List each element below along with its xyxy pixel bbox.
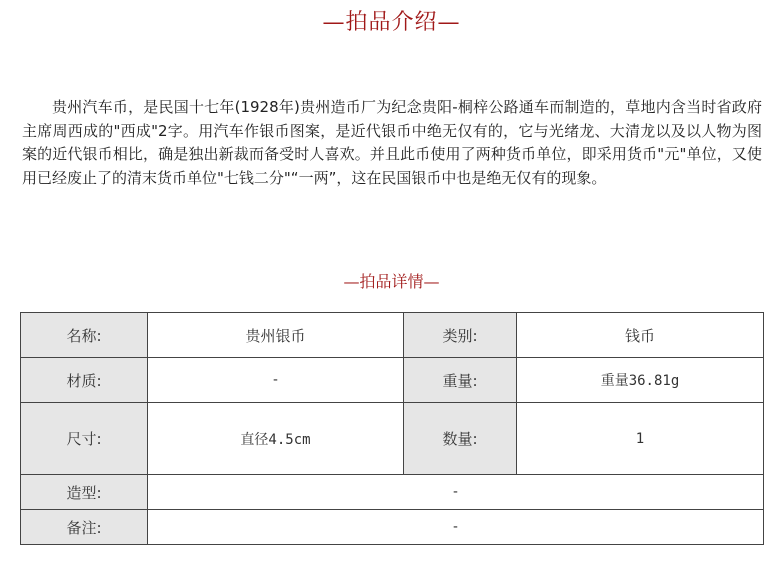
details-section-title: —拍品详情— — [343, 272, 440, 291]
name-label: 名称: — [21, 313, 148, 358]
table-row — [21, 358, 764, 403]
size-value: 直径4.5cm — [148, 403, 404, 475]
note-value: - — [148, 510, 764, 545]
table-row — [21, 510, 764, 545]
details-table — [20, 312, 764, 545]
shape-value: - — [148, 475, 764, 510]
intro-section-title: —拍品介绍— — [322, 10, 461, 35]
table-row — [21, 403, 764, 475]
material-label: 材质: — [21, 358, 148, 403]
quantity-label: 数量: — [404, 403, 517, 475]
note-label: 备注: — [21, 510, 148, 545]
table-row — [21, 313, 764, 358]
quantity-value: 1 — [517, 403, 764, 475]
material-value: - — [148, 358, 404, 403]
intro-paragraph: 贵州汽车币，是民国十七年(1928年)贵州造币厂为纪念贵阳-桐梓公路通车而制造的，草地内含当时省政府主席周西成的"西成"2字。用汽车作银币图案，是近代银币中绝无仅有的，它与光绪龙、大清龙以及以人物为图案的近代银币相比，确是独出新裁而备受时人喜欢。并且此币使用了两种货币单位，即采用货币"元"单位，又使用已经废止了的清末货币单位"七钱二分"“一两”，这在民国银币中也是绝无仅有的现象。 — [22, 98, 762, 187]
shape-label: 造型: — [21, 475, 148, 510]
weight-label: 重量: — [404, 358, 517, 403]
table-row — [21, 475, 764, 510]
size-label: 尺寸: — [21, 403, 148, 475]
category-label: 类别: — [404, 313, 517, 358]
name-value: 贵州银币 — [148, 313, 404, 358]
category-value: 钱币 — [517, 313, 764, 358]
weight-value: 重量36.81g — [517, 358, 764, 403]
